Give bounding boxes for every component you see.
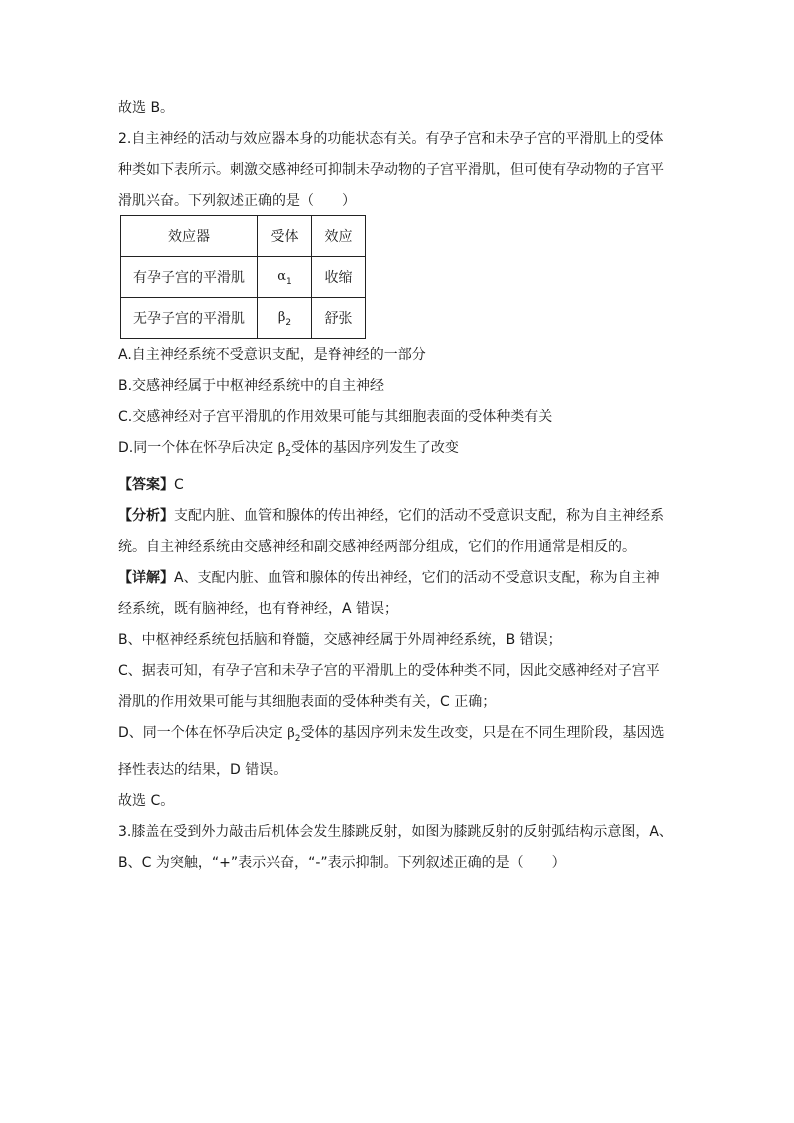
detail-line-1 <box>118 568 678 588</box>
analysis-tag: 【分析】 <box>118 507 174 524</box>
detail-d-line-1 <box>118 723 678 749</box>
cell-effect: 收缩 <box>312 257 366 298</box>
cell-receptor <box>258 298 312 339</box>
option-c: C.交感神经对子宫平滑肌的作用效果可能与其细胞表面的受体种类有关 <box>118 409 553 425</box>
table-row <box>121 257 366 298</box>
option-a: A.自主神经系统不受意识支配，是脊神经的一部分 <box>118 347 426 363</box>
detail-line-2: 经系统，既有脑神经，也有脊神经，A 错误； <box>118 600 399 617</box>
receptor-symbol: α <box>277 268 287 284</box>
analysis-line-1 <box>118 506 678 526</box>
question-3 <box>118 822 678 873</box>
header-organ: 效应器 <box>121 216 258 257</box>
cell-organ: 无孕子宫的平滑肌 <box>121 298 258 339</box>
document-page <box>118 98 678 884</box>
table-header-row <box>121 216 366 257</box>
option-b: B.交感神经属于中枢神经系统中的自主神经 <box>118 378 385 394</box>
header-receptor: 受体 <box>258 216 312 257</box>
detail-tag: 【详解】 <box>118 569 174 586</box>
detail-text-1: A、支配内脏、血管和腺体的传出神经，它们的活动不受意识支配，称为自主神 <box>174 569 660 586</box>
question-2 <box>118 129 678 811</box>
detail-d-subscript: 2 <box>294 733 301 744</box>
answer-value: C <box>174 476 184 493</box>
receptor-subscript: 1 <box>286 276 292 287</box>
q2-stem-line-2: 种类如下表所示。刺激交感神经可抑制未孕动物的子宫平滑肌，但可使有孕动物的子宫平 <box>118 162 664 178</box>
receptor-table <box>120 215 366 339</box>
option-d-symbol: β <box>277 441 286 456</box>
option-d-text-start: D.同一个体在怀孕后决定 <box>118 440 278 456</box>
detail-b: B、中枢神经系统包括脑和脊髓，交感神经属于外周神经系统，B 错误； <box>118 631 562 648</box>
table-row <box>121 298 366 339</box>
cell-receptor <box>258 257 312 298</box>
detail-c-line-2: 滑肌的作用效果可能与其细胞表面的受体种类有关，C 正确； <box>118 693 497 710</box>
analysis-line-2: 统。自主神经系统由交感神经和副交感神经两部分组成，它们的作用通常是相反的。 <box>118 538 636 555</box>
answer-line <box>118 475 678 495</box>
q2-conclusion: 故选 C。 <box>118 792 175 809</box>
prev-conclusion: 故选 B。 <box>118 100 175 116</box>
receptor-subscript: 2 <box>285 317 292 328</box>
detail-d-symbol: β <box>287 725 295 741</box>
q3-stem-line-1: 3.膝盖在受到外力敲击后机体会发生膝跳反射，如图为膝跳反射的反射弧结构示意图，A、 <box>118 823 673 840</box>
option-d <box>118 438 678 464</box>
detail-c-line-1: C、据表可知，有孕子宫和未孕子宫的平滑肌上的受体种类不同，因此交感神经对子宫平 <box>118 662 660 679</box>
option-d-subscript: 2 <box>285 448 291 459</box>
detail-d-line-2: 择性表达的结果，D 错误。 <box>118 761 288 778</box>
cell-effect: 舒张 <box>312 298 366 339</box>
cell-organ: 有孕子宫的平滑肌 <box>121 257 258 298</box>
receptor-symbol: β <box>277 309 286 325</box>
option-d-text-end: 受体的基因序列发生了改变 <box>290 440 459 456</box>
detail-d-text-end: 受体的基因序列未发生改变，只是在不同生理阶段，基因选 <box>300 724 665 741</box>
answer-tag: 【答案】 <box>118 476 174 493</box>
header-effect: 效应 <box>312 216 366 257</box>
q2-stem-line-1: 2.自主神经的活动与效应器本身的功能状态有关。有孕子宫和未孕子宫的平滑肌上的受体 <box>118 131 664 147</box>
q3-stem-line-2: B、C 为突触，“+”表示兴奋，“-”表示抑制。下列叙述正确的是（ ） <box>118 854 566 871</box>
analysis-text-1: 支配内脏、血管和腺体的传出神经，它们的活动不受意识支配，称为自主神经系 <box>174 507 664 524</box>
q2-stem-line-3: 滑肌兴奋。下列叙述正确的是（ ） <box>118 193 356 209</box>
detail-d-text-start: D、同一个体在怀孕后决定 <box>118 724 288 741</box>
